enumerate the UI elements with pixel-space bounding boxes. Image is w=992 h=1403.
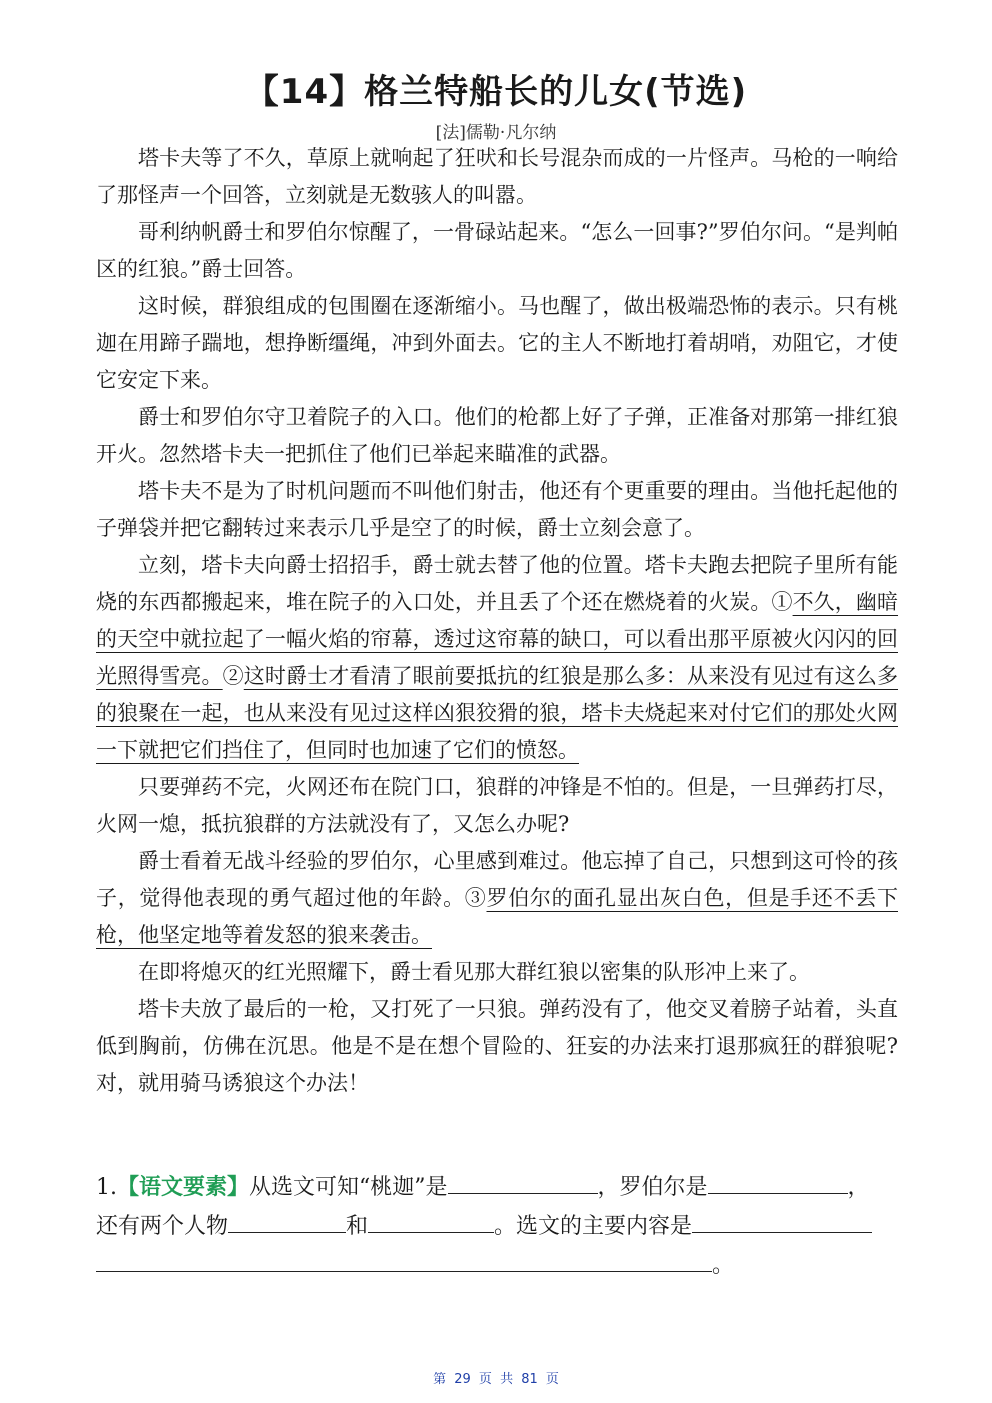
paragraph: 塔卡夫不是为了时机问题而不叫他们射击，他还有个更重要的理由。当他托起他的子弹袋并把它翻转过来表示几乎是空了的时候，爵士立刻会意了。 — [96, 479, 898, 540]
answer-blank-main-content-cont[interactable] — [96, 1247, 712, 1272]
page-footer: 第 29 页 共 81 页 — [433, 1372, 559, 1387]
paragraph: 哥利纳帆爵士和罗伯尔惊醒了，一骨碌站起来。“怎么一回事?”罗伯尔问。“是判帕区的红狼。”爵士回答。 — [96, 220, 898, 281]
paragraph: 只要弹药不完，火网还布在院门口，狼群的冲锋是不怕的。但是，一旦弹药打尽，火网一熄，抵抗狼群的方法就没有了，又怎么办呢? — [96, 775, 898, 836]
question-text: 从选文可知“桃迦”是 — [249, 1175, 448, 1200]
paragraph: 爵士和罗伯尔守卫着院子的入口。他们的枪都上好了子弹，正准备对那第一排红狼开火。忽然塔卡夫一把抓住了他们已举起来瞄准的武器。 — [96, 405, 898, 466]
question-line-1 — [96, 1168, 898, 1207]
answer-blank-person-2[interactable] — [368, 1208, 494, 1233]
underlined-sentence-3: 罗伯尔的面孔显出灰白色，但是手还不丢下枪，他坚定地等着发怒的狼来袭击。 — [96, 886, 898, 947]
question-text: 还有两个人物 — [96, 1214, 229, 1239]
question-text: 和 — [346, 1214, 369, 1239]
underlined-sentence-1: 不久，幽暗的天空中就拉起了一幅火焰的帘幕，透过这帘幕的缺口，可以看出那平原被火闪闪的回光照得雪亮。 — [96, 590, 899, 688]
underlined-sentence-2: 这时爵士才看清了眼前要抵抗的红狼是那么多：从来没有见过有这么多的狼聚在一起，也从来没有见过这样凶狠狡猾的狼，塔卡夫烧起来对付它们的那处火网一下就把它们挡住了，但同时也加速了它们的愤怒。 — [96, 664, 899, 762]
page-title: 【14】格兰特船长的儿女(节选) — [244, 72, 748, 112]
question-line-3 — [96, 1246, 898, 1285]
paragraph: 这时候，群狼组成的包围圈在逐渐缩小。马也醒了，做出极端恐怖的表示。只有桃迦在用蹄子踹地，想挣断缰绳，冲到外面去。它的主人不断地打着胡哨，劝阻它，才使它安定下来。 — [96, 294, 898, 392]
question-text: ， — [847, 1175, 870, 1200]
question-text: 。选文的主要内容是 — [494, 1214, 693, 1239]
answer-blank-robert[interactable] — [708, 1169, 848, 1194]
paragraph: 塔卡夫放了最后的一枪，又打死了一只狼。弹药没有了，他交叉着膀子站着，头直低到胸前，仿佛在沉思。他是不是在想个冒险的、狂妄的办法来打退那疯狂的群狼呢?对，就用骑马诱狼这个办法！ — [96, 997, 898, 1095]
paragraph — [96, 547, 898, 769]
sentence-marker-2: ② — [222, 664, 244, 688]
paragraph: 塔卡夫等了不久，草原上就响起了狂吠和长号混杂而成的一片怪声。马枪的一响给了那怪声一个回答，立刻就是无数骇人的叫嚣。 — [96, 146, 898, 207]
answer-blank-person-1[interactable] — [228, 1208, 346, 1233]
passage-body — [96, 140, 898, 1102]
author-line: [法]儒勒·凡尔纳 — [435, 123, 557, 143]
paragraph — [96, 843, 898, 954]
question-tag: 【语文要素】 — [117, 1174, 250, 1200]
question-number: 1. — [96, 1175, 117, 1200]
question-line-2 — [96, 1207, 898, 1246]
paragraph-text: 立刻，塔卡夫向爵士招招手，爵士就去替了他的位置。塔卡夫跑去把院子里所有能烧的东西都搬起来，堆在院子的入口处，并且丢了个还在燃烧着的火炭。① — [96, 553, 898, 614]
answer-blank-taojia[interactable] — [448, 1169, 598, 1194]
question-1 — [96, 1168, 898, 1285]
paragraph-text: 爵士看着无战斗经验的罗伯尔，心里感到难过。他忘掉了自己，只想到这可怜的孩子，觉得他表现的勇气超过他的年龄。③ — [96, 849, 898, 910]
paragraph: 在即将熄灭的红光照耀下，爵士看见那大群红狼以密集的队形冲上来了。 — [138, 960, 810, 984]
question-text: 。 — [712, 1253, 735, 1278]
answer-blank-main-content[interactable] — [692, 1208, 872, 1233]
question-text: ，罗伯尔是 — [597, 1175, 708, 1200]
